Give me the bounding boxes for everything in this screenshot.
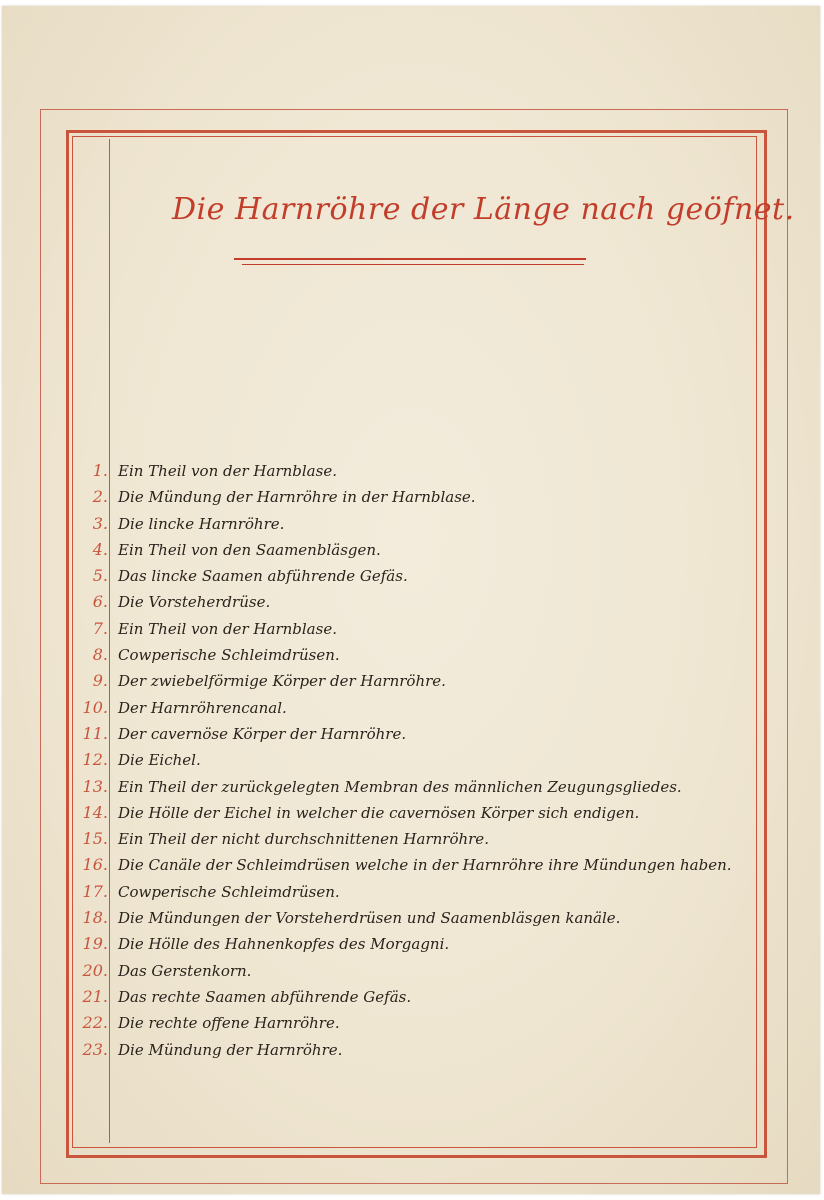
item-text: Die Mündung der Harnröhre in der Harnblase. — [118, 488, 476, 507]
legend-item — [78, 1037, 738, 1063]
item-text: Die lincke Harnröhre. — [118, 514, 285, 533]
item-number: 5. — [92, 566, 108, 586]
legend-item — [78, 695, 738, 721]
item-text: Das rechte Saamen abführende Gefäs. — [118, 987, 412, 1006]
legend-item — [78, 642, 738, 668]
item-text: Die rechte offene Harnröhre. — [118, 1014, 340, 1033]
item-text: Die Vorsteherdrüse. — [118, 593, 271, 612]
legend-item — [78, 563, 738, 589]
item-number: 20. — [82, 960, 108, 980]
item-number: 11. — [82, 723, 108, 743]
item-number: 17. — [82, 881, 108, 901]
item-text: Ein Theil von den Saamenbläsgen. — [118, 540, 381, 559]
item-number: 13. — [82, 776, 108, 796]
item-number: 7. — [92, 618, 108, 638]
item-text: Der Harnröhrencanal. — [118, 698, 287, 717]
item-number: 6. — [92, 592, 108, 612]
legend-item — [78, 958, 738, 984]
legend-item — [78, 511, 738, 537]
page-title: Die Harnröhre der Länge nach geöfnet. — [172, 192, 795, 227]
legend-item — [78, 616, 738, 642]
legend-item — [78, 721, 738, 747]
paper-sheet — [2, 6, 820, 1194]
item-number: 21. — [82, 986, 108, 1006]
item-text: Ein Theil der nicht durchschnittenen Harnröhre. — [118, 830, 489, 849]
item-text: Ein Theil von der Harnblase. — [118, 619, 337, 638]
item-text: Die Hölle der Eichel in welcher die cavernösen Körper sich endigen. — [118, 803, 640, 822]
legend-item — [78, 458, 738, 484]
item-number: 1. — [92, 461, 108, 480]
legend-item — [78, 774, 738, 800]
legend-item — [78, 905, 738, 931]
legend-item — [78, 537, 738, 563]
legend-item — [78, 852, 738, 878]
legend-item — [78, 747, 738, 773]
item-number: 23. — [82, 1039, 108, 1059]
item-text: Die Mündungen der Vorsteherdrüsen und Saamenbläsgen kanäle. — [118, 909, 621, 928]
item-number: 10. — [82, 697, 108, 717]
item-number: 18. — [82, 908, 108, 928]
item-number: 14. — [82, 802, 108, 822]
legend-item — [78, 589, 738, 615]
item-number: 4. — [92, 539, 108, 559]
legend-item — [78, 484, 738, 510]
item-text: Der cavernöse Körper der Harnröhre. — [118, 724, 407, 743]
item-text: Das Gerstenkorn. — [118, 961, 252, 980]
legend-list — [78, 458, 738, 1063]
item-text: Die Mündung der Harnröhre. — [118, 1040, 343, 1059]
legend-item — [78, 984, 738, 1010]
legend-item — [78, 931, 738, 957]
item-number: 3. — [92, 513, 108, 533]
item-number: 9. — [92, 671, 108, 691]
item-number: 22. — [82, 1013, 108, 1033]
item-number: 2. — [92, 487, 108, 507]
legend-item — [78, 879, 738, 905]
item-text: Ein Theil der zurückgelegten Membran des männlichen Zeugungsgliedes. — [118, 777, 682, 796]
item-number: 16. — [82, 855, 108, 875]
item-text: Die Hölle des Hahnenkopfes des Morgagni. — [118, 935, 450, 954]
item-text: Cowperische Schleimdrüsen. — [118, 646, 340, 665]
item-number: 12. — [82, 750, 108, 770]
item-text: Cowperische Schleimdrüsen. — [118, 882, 340, 901]
title-underline — [234, 258, 586, 260]
legend-item — [78, 826, 738, 852]
legend-item — [78, 1010, 738, 1036]
item-number: 8. — [92, 645, 108, 665]
item-text: Die Canäle der Schleimdrüsen welche in der Harnröhre ihre Mündungen haben. — [118, 856, 732, 875]
item-number: 15. — [82, 829, 108, 849]
item-text: Das lincke Saamen abführende Gefäs. — [118, 567, 408, 586]
item-text: Ein Theil von der Harnblase. — [118, 462, 337, 480]
item-text: Die Eichel. — [118, 751, 201, 770]
title-underline-thin — [242, 264, 584, 265]
legend-item — [78, 668, 738, 694]
legend-item — [78, 800, 738, 826]
item-number: 19. — [82, 934, 108, 954]
item-text: Der zwiebelförmige Körper der Harnröhre. — [118, 672, 446, 691]
